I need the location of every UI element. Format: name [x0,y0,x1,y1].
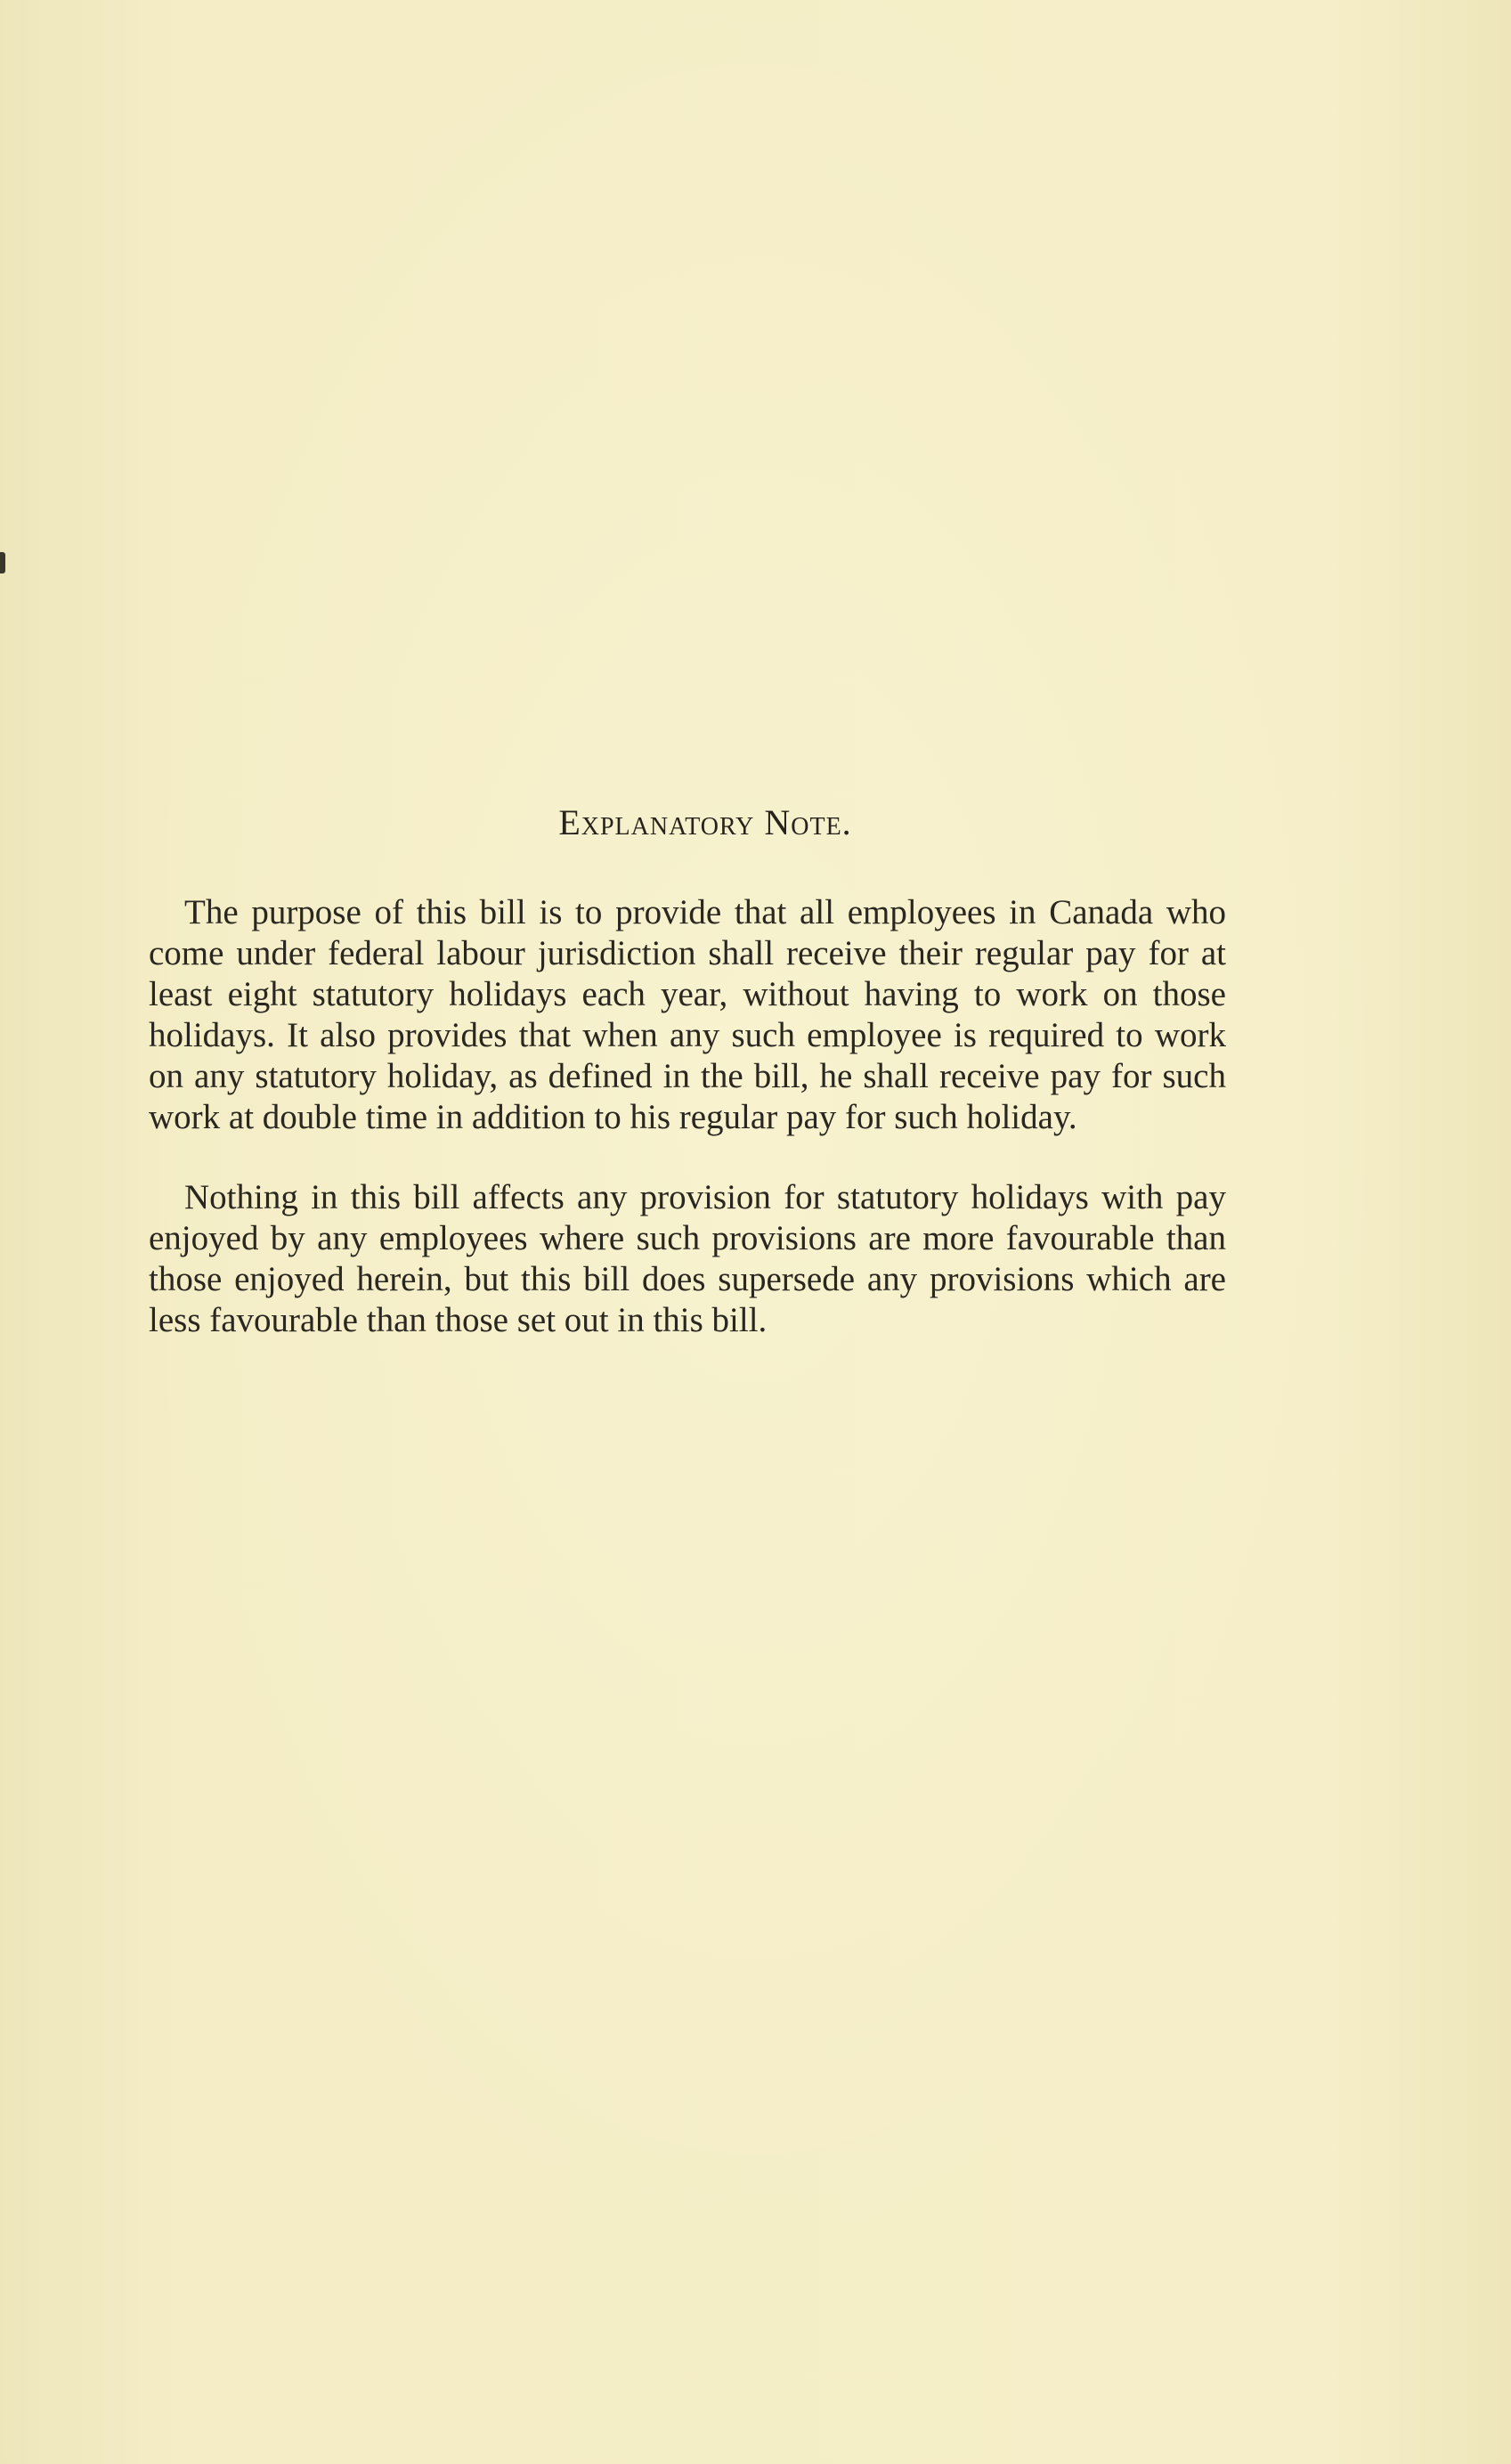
note-paragraph-purpose: The purpose of this bill is to provide that all employees in Canada who come under federal labour jurisdiction shall receive their regular pay for at least eight statutory holidays each year, without having to work on those holidays. It also provides that when any such employee is required to work on any statutory holiday, as defined in the bill, he shall receive pay for such work at double time in addition to his regular pay for such holiday. [149,893,1226,1136]
note-heading: Explanatory Note. [558,802,852,842]
note-paragraph-provisions: Nothing in this bill affects any provision for statutory holidays with pay enjoyed by any employees where such provisions are more favourable than those enjoyed herein, but this bill does supersede any provisions which are less favourable than those set out in this bill. [149,1178,1226,1339]
binding-mark [0,552,5,573]
explanatory-note [149,801,1226,1380]
